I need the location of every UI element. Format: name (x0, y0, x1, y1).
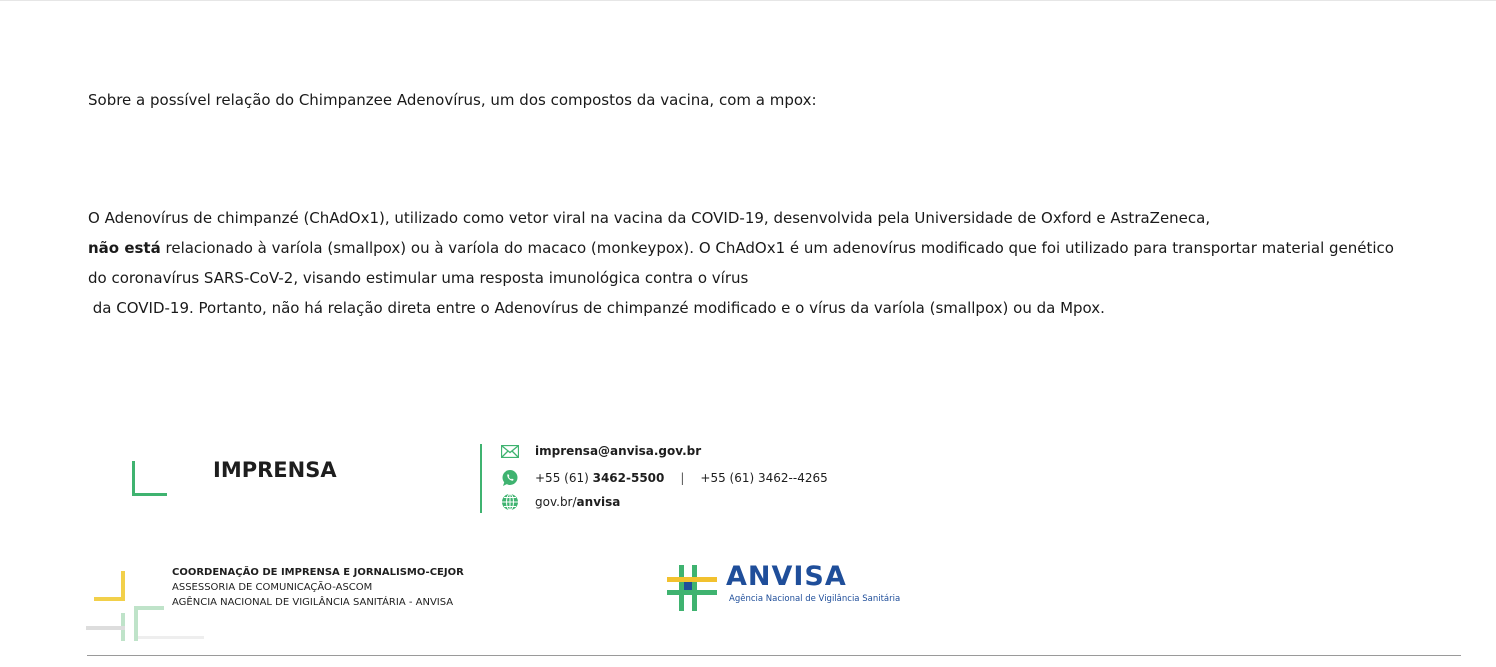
imprensa-title: IMPRENSA (213, 458, 337, 482)
phone-2[interactable]: +55 (61) 3462--4265 (700, 471, 828, 485)
website-link[interactable] (535, 495, 620, 509)
website-prefix: gov.br/ (535, 495, 577, 509)
email-row (500, 443, 701, 459)
body-line-1: O Adenovírus de chimpanzé (ChAdOx1), utilizado como vetor viral na vacina da COVID-19, desenvolvida pela Universidade de Oxford e AstraZeneca, (88, 209, 1211, 227)
website-bold: anvisa (576, 495, 621, 509)
phone-1[interactable] (535, 471, 664, 485)
emphasis-text: não está (88, 239, 161, 257)
phone-1-number: 3462-5500 (592, 471, 665, 485)
phone-row (500, 470, 828, 486)
body-line-2-rest: relacionado à varíola (smallpox) ou à varíola do macaco (monkeypox). O ChAdOx1 é um adenovírus modificado que foi utilizado para transportar material genético (160, 239, 1394, 257)
email-link[interactable]: imprensa@anvisa.gov.br (535, 444, 702, 458)
mail-icon (500, 443, 520, 459)
phone-separator: | (680, 471, 685, 485)
body-paragraph (88, 203, 1394, 323)
intro-text: Sobre a possível relação do Chimpanzee Adenovírus, um dos compostos da vacina, com a mpox: (88, 91, 817, 109)
anvisa-logo-icon (665, 563, 720, 613)
anvisa-logo-name: ANVISA (726, 561, 847, 592)
body-line-4: da COVID-19. Portanto, não há relação direta entre o Adenovírus de chimpanzé modificado e o vírus da varíola (smallpox) ou da Mpox. (88, 299, 1105, 317)
globe-icon (500, 494, 520, 510)
top-divider (0, 0, 1496, 1)
org-line-1: COORDENAÇÃO DE IMPRENSA E JORNALISMO-CEJOR (172, 567, 464, 578)
contact-divider (480, 444, 482, 513)
website-row (500, 494, 620, 510)
org-line-2: ASSESSORIA DE COMUNICAÇÃO-ASCOM (172, 582, 373, 593)
anvisa-logo-subtitle: Agência Nacional de Vigilância Sanitária (729, 594, 901, 604)
bottom-divider (87, 655, 1461, 656)
org-line-3: AGÊNCIA NACIONAL DE VIGILÂNCIA SANITÁRIA - ANVISA (172, 597, 454, 608)
body-line-2 (88, 233, 1394, 263)
body-line-3: do coronavírus SARS-CoV-2, visando estimular uma resposta imunológica contra o vírus (88, 269, 749, 287)
whatsapp-icon (500, 470, 520, 486)
corner-bracket-icon (132, 461, 167, 496)
phone-1-prefix: +55 (61) (535, 471, 593, 485)
organization-block (172, 565, 464, 610)
